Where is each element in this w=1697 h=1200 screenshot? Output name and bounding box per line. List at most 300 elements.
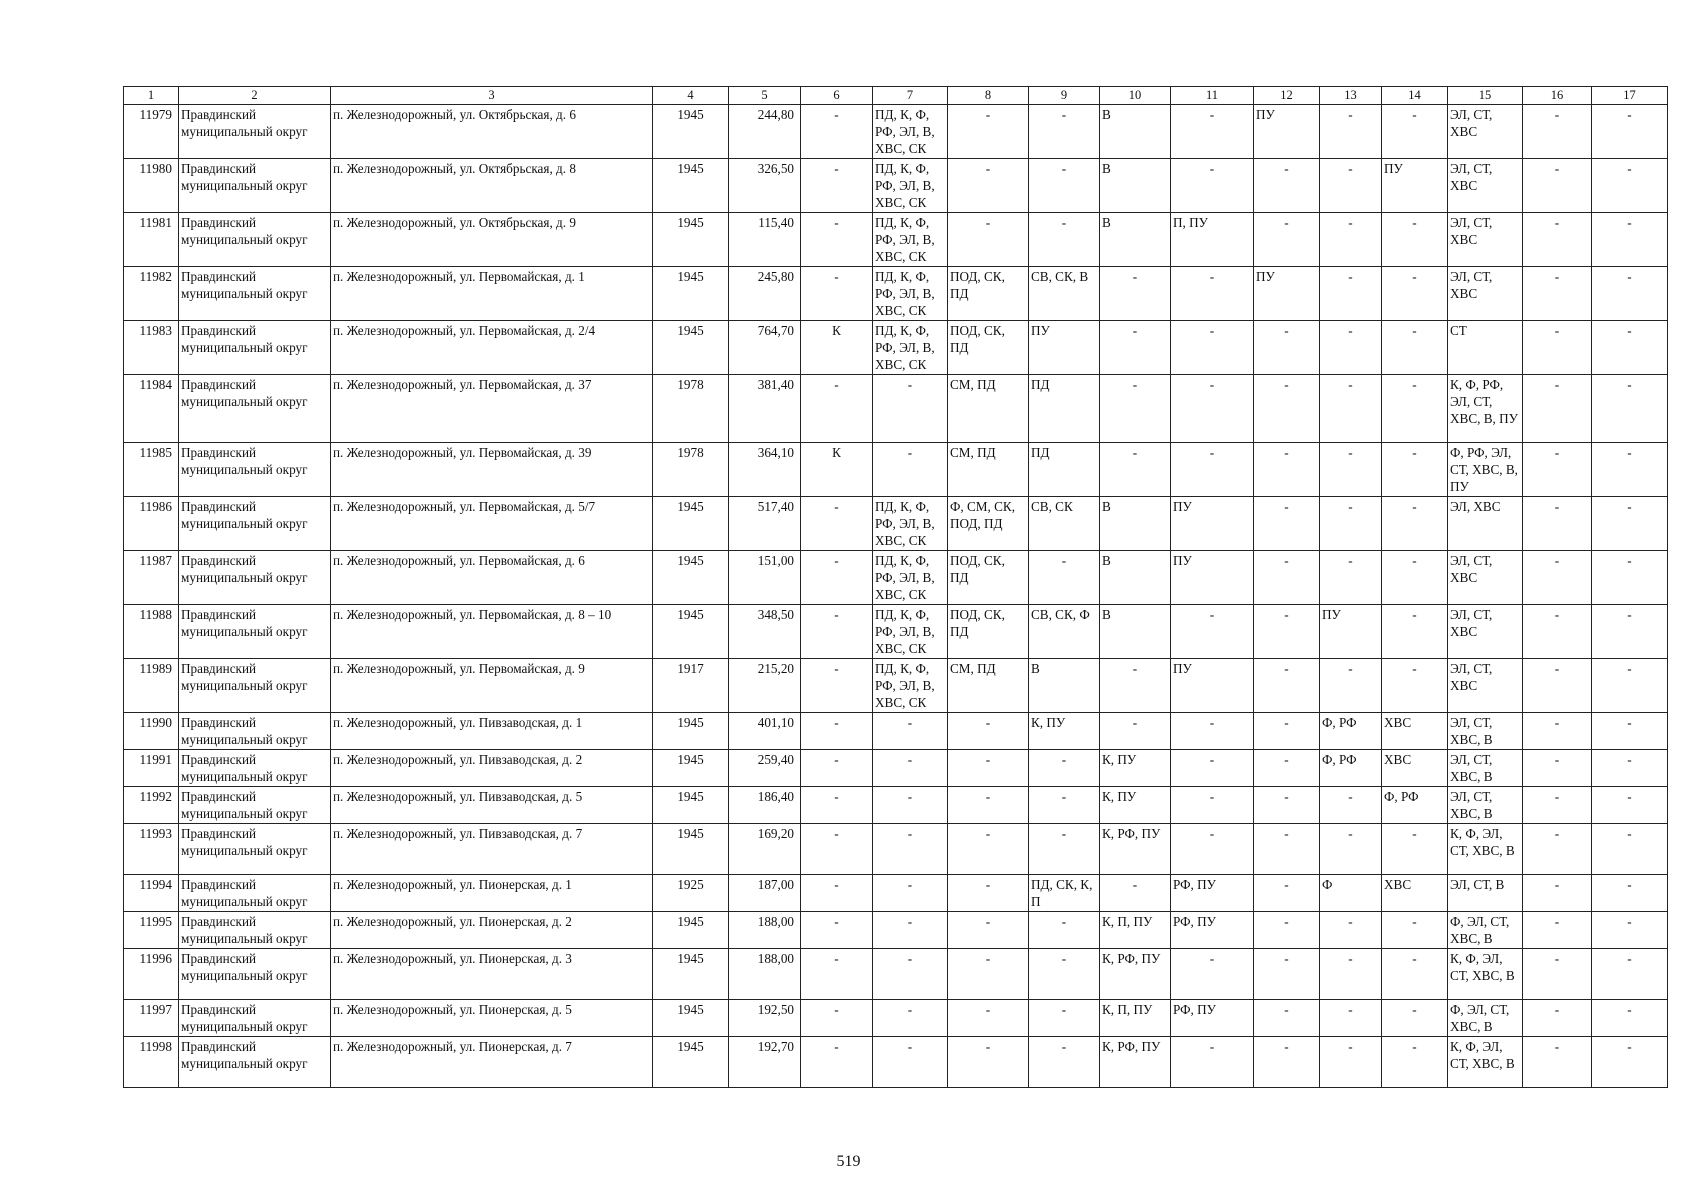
cell-col-15: ЭЛ, СТ, ХВС [1448, 105, 1523, 159]
cell-col-13: - [1320, 321, 1382, 375]
cell-col-6: - [801, 659, 873, 713]
cell-col-13: Ф, РФ [1320, 750, 1382, 787]
cell-col-15: ЭЛ, СТ, ХВС [1448, 213, 1523, 267]
cell-col-1: 11992 [124, 787, 179, 824]
cell-col-5: 169,20 [729, 824, 801, 875]
cell-col-3: п. Железнодорожный, ул. Октябрьская, д. 9 [331, 213, 653, 267]
cell-col-3: п. Железнодорожный, ул. Пионерская, д. 1 [331, 875, 653, 912]
table-row [124, 497, 1668, 551]
cell-col-3: п. Железнодорожный, ул. Пионерская, д. 2 [331, 912, 653, 949]
cell-col-3: п. Железнодорожный, ул. Пионерская, д. 7 [331, 1037, 653, 1088]
cell-col-17: - [1592, 949, 1668, 1000]
cell-col-2: Правдинский муниципальный округ [179, 750, 331, 787]
cell-col-12: - [1254, 1000, 1320, 1037]
cell-col-9: СВ, СК, Ф [1029, 605, 1100, 659]
cell-col-15: ЭЛ, СТ, ХВС [1448, 659, 1523, 713]
cell-col-9: СВ, СК, В [1029, 267, 1100, 321]
cell-col-6: - [801, 875, 873, 912]
cell-col-10: - [1100, 443, 1171, 497]
cell-col-8: ПОД, СК, ПД [948, 321, 1029, 375]
cell-col-4: 1945 [653, 949, 729, 1000]
column-header-8: 8 [948, 87, 1029, 105]
cell-col-1: 11998 [124, 1037, 179, 1088]
column-header-6: 6 [801, 87, 873, 105]
cell-col-6: - [801, 267, 873, 321]
cell-col-14: - [1382, 443, 1448, 497]
cell-col-16: - [1523, 750, 1592, 787]
cell-col-6: - [801, 787, 873, 824]
cell-col-5: 764,70 [729, 321, 801, 375]
column-header-12: 12 [1254, 87, 1320, 105]
cell-col-7: - [873, 750, 948, 787]
cell-col-6: - [801, 213, 873, 267]
cell-col-5: 215,20 [729, 659, 801, 713]
table-row [124, 1000, 1668, 1037]
cell-col-8: - [948, 912, 1029, 949]
cell-col-16: - [1523, 713, 1592, 750]
cell-col-1: 11991 [124, 750, 179, 787]
cell-col-9: - [1029, 912, 1100, 949]
cell-col-4: 1917 [653, 659, 729, 713]
cell-col-4: 1945 [653, 1000, 729, 1037]
cell-col-3: п. Железнодорожный, ул. Пионерская, д. 5 [331, 1000, 653, 1037]
cell-col-3: п. Железнодорожный, ул. Пивзаводская, д. 5 [331, 787, 653, 824]
cell-col-15: ЭЛ, СТ, ХВС [1448, 605, 1523, 659]
cell-col-5: 151,00 [729, 551, 801, 605]
cell-col-16: - [1523, 443, 1592, 497]
cell-col-11: РФ, ПУ [1171, 1000, 1254, 1037]
cell-col-10: К, П, ПУ [1100, 1000, 1171, 1037]
cell-col-12: - [1254, 497, 1320, 551]
column-header-13: 13 [1320, 87, 1382, 105]
cell-col-13: - [1320, 443, 1382, 497]
cell-col-11: - [1171, 605, 1254, 659]
cell-col-8: - [948, 1037, 1029, 1088]
cell-col-7: - [873, 875, 948, 912]
cell-col-11: РФ, ПУ [1171, 912, 1254, 949]
cell-col-7: - [873, 1037, 948, 1088]
cell-col-3: п. Железнодорожный, ул. Первомайская, д. 6 [331, 551, 653, 605]
cell-col-8: - [948, 875, 1029, 912]
cell-col-4: 1978 [653, 443, 729, 497]
cell-col-17: - [1592, 105, 1668, 159]
cell-col-16: - [1523, 1000, 1592, 1037]
cell-col-8: - [948, 824, 1029, 875]
cell-col-11: ПУ [1171, 497, 1254, 551]
cell-col-13: ПУ [1320, 605, 1382, 659]
cell-col-5: 348,50 [729, 605, 801, 659]
cell-col-6: - [801, 497, 873, 551]
cell-col-3: п. Железнодорожный, ул. Первомайская, д. 9 [331, 659, 653, 713]
cell-col-1: 11990 [124, 713, 179, 750]
cell-col-4: 1945 [653, 713, 729, 750]
cell-col-2: Правдинский муниципальный округ [179, 949, 331, 1000]
cell-col-7: - [873, 443, 948, 497]
cell-col-10: В [1100, 497, 1171, 551]
cell-col-5: 187,00 [729, 875, 801, 912]
cell-col-7: ПД, К, Ф, РФ, ЭЛ, В, ХВС, СК [873, 267, 948, 321]
cell-col-7: ПД, К, Ф, РФ, ЭЛ, В, ХВС, СК [873, 497, 948, 551]
table-header [124, 87, 1668, 105]
cell-col-12: - [1254, 875, 1320, 912]
cell-col-11: - [1171, 159, 1254, 213]
cell-col-5: 401,10 [729, 713, 801, 750]
cell-col-16: - [1523, 213, 1592, 267]
table-row [124, 713, 1668, 750]
cell-col-12: - [1254, 824, 1320, 875]
cell-col-9: ПД [1029, 375, 1100, 443]
cell-col-1: 11979 [124, 105, 179, 159]
cell-col-13: - [1320, 213, 1382, 267]
cell-col-14: ПУ [1382, 159, 1448, 213]
cell-col-6: - [801, 105, 873, 159]
cell-col-8: - [948, 750, 1029, 787]
cell-col-6: К [801, 321, 873, 375]
cell-col-7: ПД, К, Ф, РФ, ЭЛ, В, ХВС, СК [873, 213, 948, 267]
cell-col-15: К, Ф, ЭЛ, СТ, ХВС, В [1448, 824, 1523, 875]
cell-col-14: ХВС [1382, 750, 1448, 787]
table-row [124, 605, 1668, 659]
cell-col-17: - [1592, 159, 1668, 213]
cell-col-2: Правдинский муниципальный округ [179, 159, 331, 213]
column-header-4: 4 [653, 87, 729, 105]
cell-col-7: ПД, К, Ф, РФ, ЭЛ, В, ХВС, СК [873, 659, 948, 713]
cell-col-16: - [1523, 497, 1592, 551]
cell-col-8: - [948, 159, 1029, 213]
cell-col-11: П, ПУ [1171, 213, 1254, 267]
page-number: 519 [836, 1153, 861, 1170]
cell-col-12: - [1254, 551, 1320, 605]
table-row [124, 159, 1668, 213]
cell-col-14: - [1382, 605, 1448, 659]
cell-col-10: К, ПУ [1100, 750, 1171, 787]
cell-col-13: - [1320, 375, 1382, 443]
cell-col-15: ЭЛ, СТ, ХВС [1448, 551, 1523, 605]
cell-col-12: - [1254, 949, 1320, 1000]
cell-col-5: 188,00 [729, 949, 801, 1000]
cell-col-16: - [1523, 912, 1592, 949]
cell-col-16: - [1523, 659, 1592, 713]
column-header-15: 15 [1448, 87, 1523, 105]
cell-col-3: п. Железнодорожный, ул. Первомайская, д. 1 [331, 267, 653, 321]
cell-col-7: ПД, К, Ф, РФ, ЭЛ, В, ХВС, СК [873, 605, 948, 659]
cell-col-10: - [1100, 375, 1171, 443]
cell-col-13: - [1320, 787, 1382, 824]
cell-col-11: ПУ [1171, 659, 1254, 713]
cell-col-3: п. Железнодорожный, ул. Первомайская, д. 39 [331, 443, 653, 497]
cell-col-16: - [1523, 1037, 1592, 1088]
cell-col-11: - [1171, 787, 1254, 824]
cell-col-8: Ф, СМ, СК, ПОД, ПД [948, 497, 1029, 551]
cell-col-8: - [948, 713, 1029, 750]
cell-col-1: 11980 [124, 159, 179, 213]
cell-col-15: Ф, ЭЛ, СТ, ХВС, В [1448, 912, 1523, 949]
cell-col-1: 11985 [124, 443, 179, 497]
cell-col-9: - [1029, 787, 1100, 824]
cell-col-8: - [948, 1000, 1029, 1037]
cell-col-2: Правдинский муниципальный округ [179, 605, 331, 659]
cell-col-2: Правдинский муниципальный округ [179, 1000, 331, 1037]
cell-col-12: - [1254, 213, 1320, 267]
cell-col-7: - [873, 375, 948, 443]
table-row [124, 213, 1668, 267]
cell-col-5: 326,50 [729, 159, 801, 213]
cell-col-17: - [1592, 659, 1668, 713]
cell-col-16: - [1523, 787, 1592, 824]
cell-col-17: - [1592, 824, 1668, 875]
cell-col-13: - [1320, 659, 1382, 713]
cell-col-9: - [1029, 105, 1100, 159]
cell-col-5: 192,50 [729, 1000, 801, 1037]
cell-col-4: 1945 [653, 497, 729, 551]
cell-col-4: 1945 [653, 787, 729, 824]
cell-col-2: Правдинский муниципальный округ [179, 787, 331, 824]
cell-col-1: 11994 [124, 875, 179, 912]
cell-col-2: Правдинский муниципальный округ [179, 213, 331, 267]
cell-col-11: - [1171, 750, 1254, 787]
cell-col-10: К, ПУ [1100, 787, 1171, 824]
cell-col-3: п. Железнодорожный, ул. Пионерская, д. 3 [331, 949, 653, 1000]
cell-col-4: 1945 [653, 321, 729, 375]
table-row [124, 443, 1668, 497]
cell-col-1: 11997 [124, 1000, 179, 1037]
cell-col-12: - [1254, 750, 1320, 787]
cell-col-1: 11987 [124, 551, 179, 605]
cell-col-11: - [1171, 713, 1254, 750]
cell-col-6: - [801, 1037, 873, 1088]
cell-col-10: - [1100, 713, 1171, 750]
cell-col-5: 188,00 [729, 912, 801, 949]
cell-col-16: - [1523, 551, 1592, 605]
cell-col-16: - [1523, 105, 1592, 159]
cell-col-13: Ф [1320, 875, 1382, 912]
cell-col-2: Правдинский муниципальный округ [179, 659, 331, 713]
column-header-17: 17 [1592, 87, 1668, 105]
cell-col-14: ХВС [1382, 875, 1448, 912]
table-row [124, 949, 1668, 1000]
cell-col-15: ЭЛ, СТ, ХВС, В [1448, 750, 1523, 787]
cell-col-11: ПУ [1171, 551, 1254, 605]
cell-col-10: К, РФ, ПУ [1100, 1037, 1171, 1088]
table-row [124, 1037, 1668, 1088]
cell-col-5: 381,40 [729, 375, 801, 443]
column-header-1: 1 [124, 87, 179, 105]
cell-col-2: Правдинский муниципальный округ [179, 375, 331, 443]
cell-col-14: - [1382, 213, 1448, 267]
cell-col-5: 192,70 [729, 1037, 801, 1088]
cell-col-13: Ф, РФ [1320, 713, 1382, 750]
table-row [124, 750, 1668, 787]
cell-col-7: - [873, 1000, 948, 1037]
cell-col-11: - [1171, 949, 1254, 1000]
table-body [124, 105, 1668, 1088]
cell-col-15: ЭЛ, ХВС [1448, 497, 1523, 551]
cell-col-4: 1945 [653, 750, 729, 787]
cell-col-12: - [1254, 159, 1320, 213]
cell-col-7: ПД, К, Ф, РФ, ЭЛ, В, ХВС, СК [873, 321, 948, 375]
cell-col-8: СМ, ПД [948, 375, 1029, 443]
cell-col-16: - [1523, 949, 1592, 1000]
cell-col-2: Правдинский муниципальный округ [179, 1037, 331, 1088]
cell-col-9: - [1029, 750, 1100, 787]
table-row [124, 912, 1668, 949]
cell-col-10: К, РФ, ПУ [1100, 824, 1171, 875]
table-row [124, 824, 1668, 875]
column-header-16: 16 [1523, 87, 1592, 105]
cell-col-16: - [1523, 824, 1592, 875]
cell-col-13: - [1320, 1037, 1382, 1088]
cell-col-12: - [1254, 321, 1320, 375]
cell-col-6: - [801, 1000, 873, 1037]
cell-col-14: - [1382, 1037, 1448, 1088]
cell-col-9: - [1029, 1037, 1100, 1088]
cell-col-8: ПОД, СК, ПД [948, 551, 1029, 605]
cell-col-13: - [1320, 497, 1382, 551]
cell-col-17: - [1592, 497, 1668, 551]
cell-col-4: 1945 [653, 824, 729, 875]
table-row [124, 267, 1668, 321]
cell-col-6: К [801, 443, 873, 497]
cell-col-9: - [1029, 213, 1100, 267]
cell-col-5: 517,40 [729, 497, 801, 551]
cell-col-9: ПД, СК, К, П [1029, 875, 1100, 912]
cell-col-6: - [801, 912, 873, 949]
cell-col-17: - [1592, 321, 1668, 375]
cell-col-10: К, П, ПУ [1100, 912, 1171, 949]
cell-col-10: В [1100, 605, 1171, 659]
cell-col-2: Правдинский муниципальный округ [179, 824, 331, 875]
cell-col-8: - [948, 105, 1029, 159]
cell-col-3: п. Железнодорожный, ул. Пивзаводская, д. 2 [331, 750, 653, 787]
cell-col-14: - [1382, 949, 1448, 1000]
registry-table [123, 86, 1668, 1088]
cell-col-12: - [1254, 787, 1320, 824]
cell-col-7: - [873, 713, 948, 750]
header-row [124, 87, 1668, 105]
cell-col-4: 1978 [653, 375, 729, 443]
table-row [124, 551, 1668, 605]
cell-col-5: 364,10 [729, 443, 801, 497]
column-header-7: 7 [873, 87, 948, 105]
cell-col-14: ХВС [1382, 713, 1448, 750]
cell-col-7: - [873, 824, 948, 875]
cell-col-7: - [873, 949, 948, 1000]
cell-col-5: 115,40 [729, 213, 801, 267]
cell-col-4: 1945 [653, 551, 729, 605]
cell-col-1: 11995 [124, 912, 179, 949]
cell-col-17: - [1592, 713, 1668, 750]
cell-col-9: - [1029, 551, 1100, 605]
cell-col-5: 245,80 [729, 267, 801, 321]
cell-col-16: - [1523, 267, 1592, 321]
cell-col-13: - [1320, 824, 1382, 875]
cell-col-8: - [948, 213, 1029, 267]
cell-col-12: ПУ [1254, 267, 1320, 321]
table-row [124, 105, 1668, 159]
cell-col-17: - [1592, 605, 1668, 659]
cell-col-6: - [801, 159, 873, 213]
column-header-10: 10 [1100, 87, 1171, 105]
column-header-3: 3 [331, 87, 653, 105]
cell-col-11: РФ, ПУ [1171, 875, 1254, 912]
cell-col-12: - [1254, 912, 1320, 949]
cell-col-2: Правдинский муниципальный округ [179, 105, 331, 159]
cell-col-15: СТ [1448, 321, 1523, 375]
cell-col-1: 11982 [124, 267, 179, 321]
cell-col-1: 11986 [124, 497, 179, 551]
cell-col-17: - [1592, 912, 1668, 949]
cell-col-12: ПУ [1254, 105, 1320, 159]
cell-col-13: - [1320, 551, 1382, 605]
cell-col-14: - [1382, 267, 1448, 321]
cell-col-11: - [1171, 443, 1254, 497]
cell-col-10: В [1100, 213, 1171, 267]
table-row [124, 875, 1668, 912]
cell-col-15: ЭЛ, СТ, ХВС [1448, 159, 1523, 213]
cell-col-11: - [1171, 105, 1254, 159]
cell-col-17: - [1592, 1037, 1668, 1088]
cell-col-15: К, Ф, ЭЛ, СТ, ХВС, В [1448, 1037, 1523, 1088]
cell-col-2: Правдинский муниципальный округ [179, 443, 331, 497]
cell-col-12: - [1254, 605, 1320, 659]
cell-col-9: - [1029, 949, 1100, 1000]
cell-col-4: 1945 [653, 267, 729, 321]
cell-col-13: - [1320, 105, 1382, 159]
cell-col-9: К, ПУ [1029, 713, 1100, 750]
cell-col-1: 11988 [124, 605, 179, 659]
cell-col-4: 1945 [653, 159, 729, 213]
cell-col-10: В [1100, 551, 1171, 605]
cell-col-8: - [948, 949, 1029, 1000]
cell-col-17: - [1592, 213, 1668, 267]
cell-col-12: - [1254, 443, 1320, 497]
cell-col-16: - [1523, 321, 1592, 375]
cell-col-6: - [801, 713, 873, 750]
cell-col-9: СВ, СК [1029, 497, 1100, 551]
cell-col-2: Правдинский муниципальный округ [179, 267, 331, 321]
cell-col-15: ЭЛ, СТ, В [1448, 875, 1523, 912]
cell-col-11: - [1171, 824, 1254, 875]
cell-col-1: 11983 [124, 321, 179, 375]
cell-col-3: п. Железнодорожный, ул. Первомайская, д. 2/4 [331, 321, 653, 375]
cell-col-11: - [1171, 267, 1254, 321]
cell-col-7: - [873, 912, 948, 949]
cell-col-8: ПОД, СК, ПД [948, 267, 1029, 321]
cell-col-10: К, РФ, ПУ [1100, 949, 1171, 1000]
cell-col-8: СМ, ПД [948, 443, 1029, 497]
cell-col-15: ЭЛ, СТ, ХВС, В [1448, 713, 1523, 750]
cell-col-4: 1945 [653, 105, 729, 159]
cell-col-14: - [1382, 375, 1448, 443]
cell-col-2: Правдинский муниципальный округ [179, 497, 331, 551]
cell-col-10: - [1100, 875, 1171, 912]
cell-col-3: п. Железнодорожный, ул. Пивзаводская, д. 1 [331, 713, 653, 750]
cell-col-2: Правдинский муниципальный округ [179, 551, 331, 605]
cell-col-5: 244,80 [729, 105, 801, 159]
cell-col-6: - [801, 551, 873, 605]
cell-col-10: - [1100, 659, 1171, 713]
column-header-9: 9 [1029, 87, 1100, 105]
cell-col-1: 11989 [124, 659, 179, 713]
cell-col-8: - [948, 787, 1029, 824]
cell-col-12: - [1254, 713, 1320, 750]
cell-col-13: - [1320, 267, 1382, 321]
cell-col-13: - [1320, 949, 1382, 1000]
cell-col-13: - [1320, 912, 1382, 949]
cell-col-5: 186,40 [729, 787, 801, 824]
cell-col-9: ПУ [1029, 321, 1100, 375]
cell-col-2: Правдинский муниципальный округ [179, 713, 331, 750]
